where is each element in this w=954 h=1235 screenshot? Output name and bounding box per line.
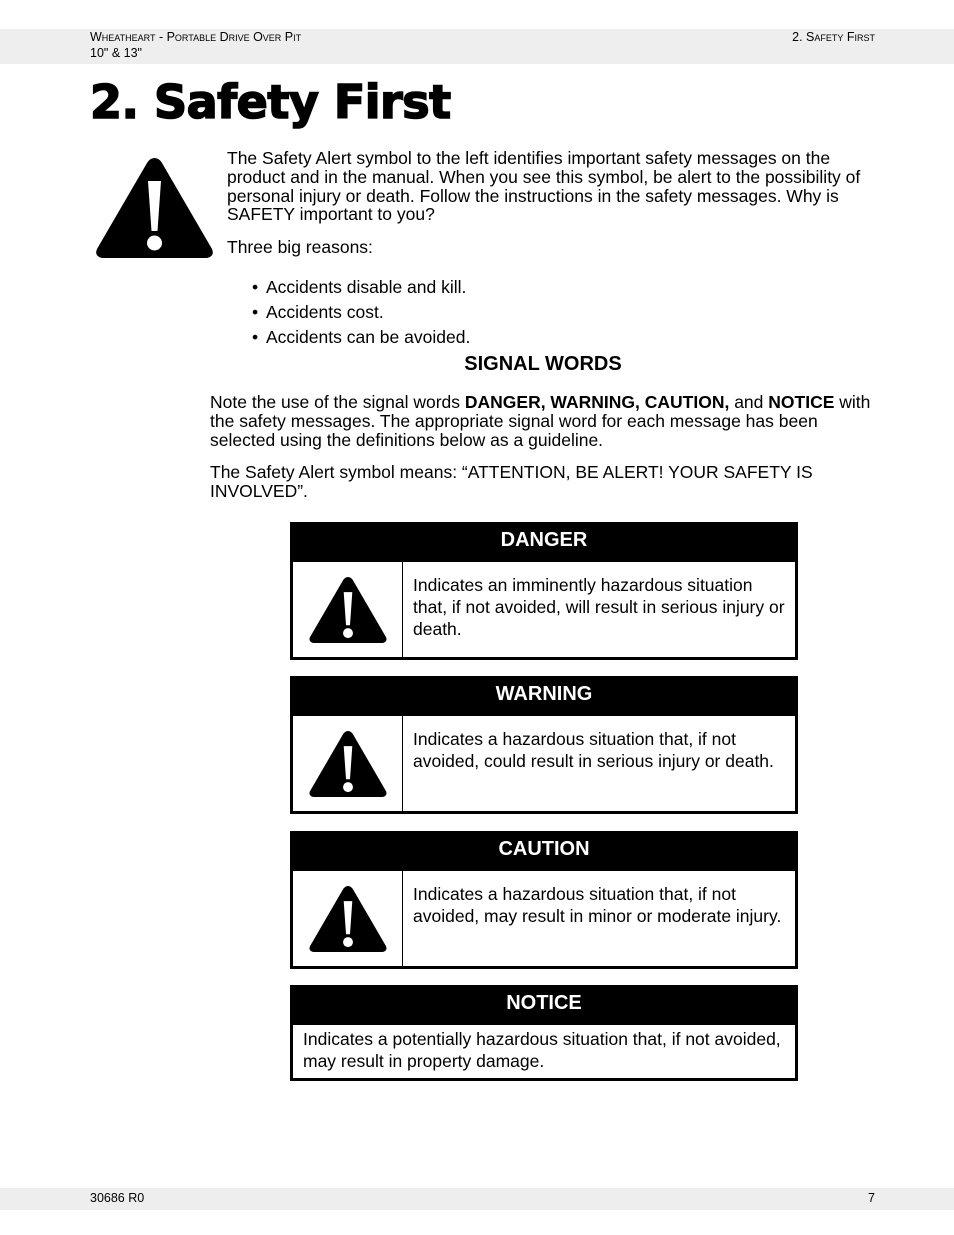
notice-header: NOTICE	[293, 985, 795, 1025]
intro-text	[227, 149, 877, 224]
page-header	[0, 29, 954, 64]
signal-words-note	[210, 393, 880, 449]
safety-alert-icon	[94, 155, 215, 261]
note-signal-words: DANGER, WARNING, CAUTION,	[464, 392, 730, 412]
reason-text: Accidents cost.	[266, 302, 384, 322]
list-item: • Accidents cost.	[252, 302, 384, 322]
warning-header: WARNING	[293, 676, 795, 716]
header-left	[90, 29, 301, 61]
signal-words-heading: SIGNAL WORDS	[464, 353, 622, 375]
list-item: • Accidents disable and kill.	[252, 277, 467, 297]
note-and: and	[729, 392, 769, 412]
notice-box	[290, 985, 798, 1081]
warning-box	[290, 676, 798, 814]
reasons-label: Three big reasons:	[227, 237, 373, 257]
reason-text: Accidents can be avoided.	[266, 327, 471, 347]
header-subtitle: 10" & 13"	[90, 46, 142, 60]
icon-cell	[293, 871, 403, 966]
warning-text: Indicates a hazardous situation that, if not avoided, could result in serious injury or death.	[413, 729, 774, 771]
doc-number: 30686 R0	[90, 1191, 145, 1205]
header-title: Wheatheart - Portable Drive Over Pit	[90, 30, 302, 44]
danger-text: Indicates an imminently hazardous situation that, if not avoided, will result in serious injury or death.	[413, 575, 785, 639]
reason-text: Accidents disable and kill.	[266, 277, 467, 297]
caution-text: Indicates a hazardous situation that, if not avoided, may result in minor or moderate injury.	[413, 884, 782, 926]
notice-text: Indicates a potentially hazardous situation that, if not avoided, may result in property damage.	[303, 1029, 781, 1071]
warning-triangle-icon	[307, 575, 389, 645]
caution-header: CAUTION	[293, 831, 795, 871]
warning-triangle-icon	[307, 729, 389, 799]
alert-meaning: The Safety Alert symbol means: “ATTENTION, BE ALERT! YOUR SAFETY IS INVOLVED”.	[210, 462, 813, 501]
danger-header: DANGER	[293, 522, 795, 562]
intro-paragraph: The Safety Alert symbol to the left identifies important safety messages on the product and in the manual. When you see this symbol, be alert to the possibility of personal injury or death. Follow the instructions in the safety messages. Why is SAFETY important to you?	[227, 148, 861, 225]
header-section: 2. Safety First	[792, 30, 875, 44]
note-suffix: with the safety messages. The appropriate signal word for each message has been selected using the definitions below as a guideline.	[210, 392, 871, 450]
page-title: 2. Safety First	[90, 75, 451, 129]
icon-cell	[293, 716, 403, 811]
note-notice-word: NOTICE	[768, 392, 835, 412]
reasons-list	[252, 278, 470, 353]
icon-cell	[293, 562, 403, 657]
caution-box	[290, 831, 798, 969]
list-item: • Accidents can be avoided.	[252, 327, 471, 347]
danger-box	[290, 522, 798, 660]
page-footer	[0, 1188, 954, 1210]
page-number: 7	[868, 1191, 875, 1205]
note-prefix: Note the use of the signal words	[210, 392, 465, 412]
warning-triangle-icon	[307, 884, 389, 954]
